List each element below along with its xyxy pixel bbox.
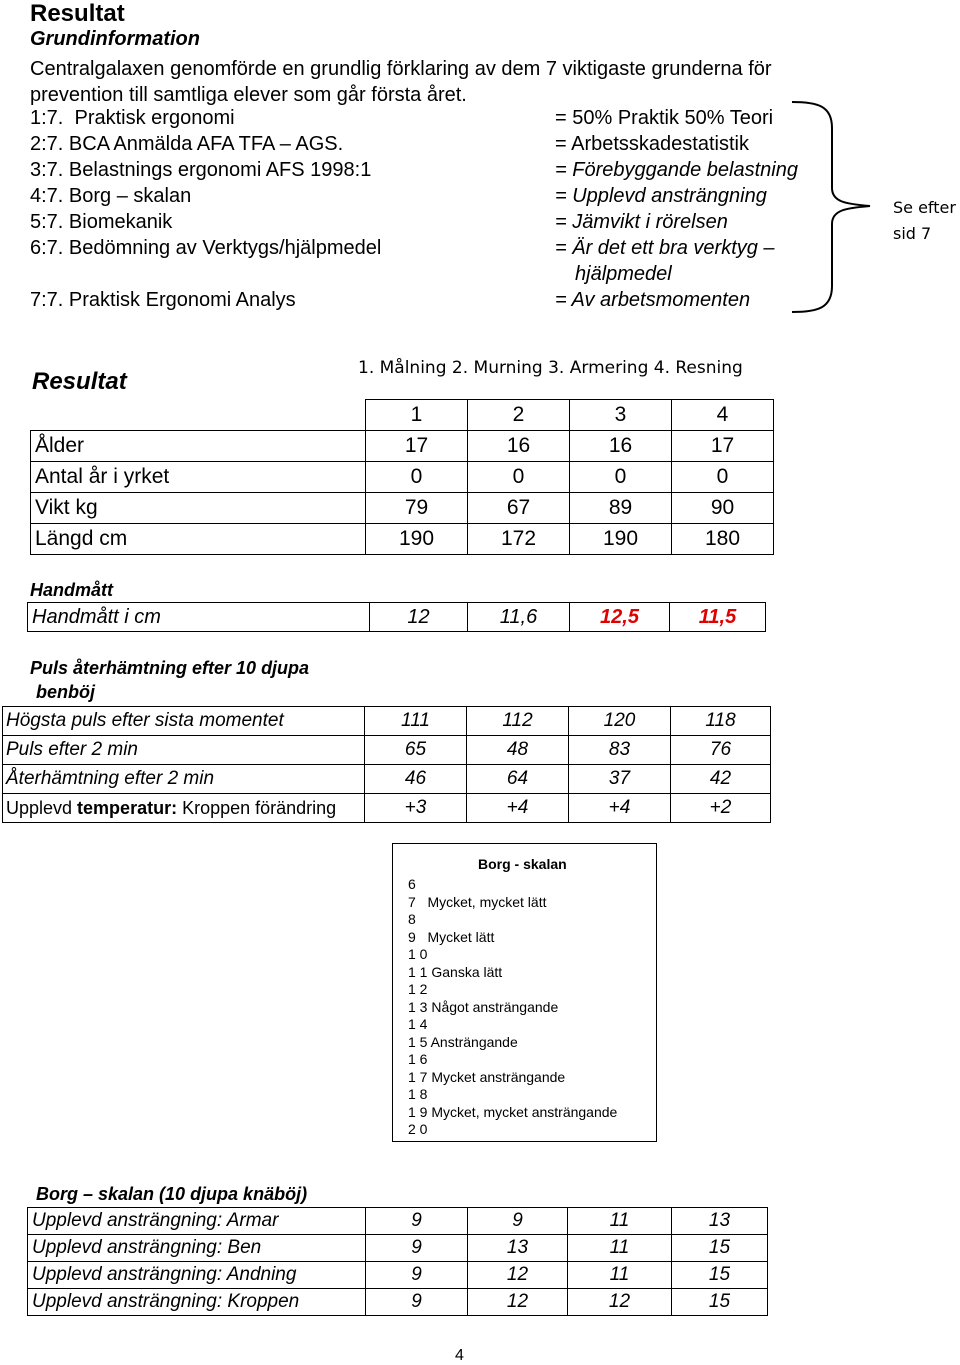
list-item-text: 6:7. Bedömning av Verktygs/hjälpmedel [30, 237, 382, 259]
table-cell: 12 [568, 1289, 672, 1316]
borg-results-table [27, 1207, 768, 1316]
table-cell: 180 [672, 524, 774, 555]
table-cell: 83 [569, 736, 671, 765]
table-row [3, 765, 771, 794]
handmatt-table [27, 602, 766, 632]
list-item-text: 5:7. Biomekanik [30, 211, 173, 233]
borg-scale-line: 1 7 Mycket ansträngande [408, 1068, 566, 1085]
table-cell: 13 [468, 1235, 568, 1262]
list-item-text: 1:7. Praktisk ergonomi [30, 107, 235, 129]
list-item-text: 2:7. BCA Anmälda AFA TFA – AGS. [30, 133, 344, 155]
borg-scale-line: 1 9 Mycket, mycket ansträngande [408, 1103, 618, 1120]
table-cell: 13 [672, 1208, 768, 1235]
borg-scale-line: 2 0 [408, 1121, 428, 1137]
table-cell: 42 [671, 765, 771, 794]
borg-scale-line: 1 5 Ansträngande [408, 1033, 518, 1050]
table-header-row [31, 400, 774, 431]
puls-title: Puls återhämtning efter 10 djupa [30, 658, 310, 678]
row-label: Ålder [31, 431, 366, 462]
table-cell: 9 [366, 1289, 468, 1316]
curly-brace [790, 98, 880, 318]
borg-scale-line: 1 1 Ganska lätt [408, 963, 503, 980]
table-row [3, 707, 771, 736]
table-cell: 0 [672, 462, 774, 493]
row-label: Puls efter 2 min [3, 736, 365, 765]
list-item-text: 7:7. Praktisk Ergonomi Analys [30, 289, 296, 311]
table-cell: 11 [568, 1208, 672, 1235]
table-cell: +2 [671, 794, 771, 823]
intro-text [30, 56, 910, 108]
resultat-table [30, 399, 774, 555]
borg-scale-line: 1 6 [408, 1051, 428, 1067]
table-cell: 15 [672, 1289, 768, 1316]
table-row [31, 524, 774, 555]
list-item-desc: = Är det ett bra verktyg – [555, 237, 775, 259]
table-cell: 9 [366, 1262, 468, 1289]
table-cell: 112 [467, 707, 569, 736]
table-cell: 11,6 [468, 603, 570, 632]
table-cell: 12,5 [570, 603, 670, 632]
borg-scale-line: 1 8 [408, 1086, 428, 1102]
table-cell: 89 [570, 493, 672, 524]
temp-label-post: Kroppen förändring [177, 797, 337, 818]
resultat-title: Resultat [32, 368, 127, 395]
table-cell: 11 [568, 1262, 672, 1289]
table-cell: 190 [570, 524, 672, 555]
borg-results-title: Borg – skalan (10 djupa knäböj) [36, 1184, 308, 1204]
table-cell: 0 [468, 462, 570, 493]
row-label: Högsta puls efter sista momentet [3, 707, 365, 736]
table-row [28, 1235, 768, 1262]
table-cell: 76 [671, 736, 771, 765]
list-item-desc: = Upplevd ansträngning [555, 185, 767, 207]
list-item-desc: = 50% Praktik 50% Teori [555, 107, 774, 129]
list-item-desc: = Av arbetsmomenten [555, 289, 751, 311]
table-cell: 46 [365, 765, 467, 794]
table-row [3, 794, 771, 823]
table-row [3, 736, 771, 765]
table-cell: 0 [366, 462, 468, 493]
table-cell: +4 [569, 794, 671, 823]
table-row [28, 1289, 768, 1316]
table-cell: 37 [569, 765, 671, 794]
table-cell: +4 [467, 794, 569, 823]
intro-line-1: Centralgalaxen genomförde en grundlig förklaring av dem 7 viktigaste grunderna för [30, 58, 772, 80]
see-note-line-2: sid 7 [893, 224, 932, 243]
row-label: Upplevd ansträngning: Kroppen [28, 1289, 366, 1316]
list-item-text: 4:7. Borg – skalan [30, 185, 192, 207]
list-item-desc: = Jämvikt i rörelsen [555, 211, 728, 233]
borg-scale-line: 8 [408, 911, 416, 927]
intro-line-2: prevention till samtliga elever som går första året. [30, 84, 467, 106]
table-header: 3 [570, 400, 672, 431]
table-cell: 79 [366, 493, 468, 524]
table-cell: 190 [366, 524, 468, 555]
table-cell: 15 [672, 1235, 768, 1262]
table-cell: 172 [468, 524, 570, 555]
table-cell: 11 [568, 1235, 672, 1262]
puls-title-cont: benböj [36, 682, 95, 702]
table-cell: 17 [672, 431, 774, 462]
table-cell: 12 [468, 1289, 568, 1316]
table-cell: 12 [468, 1262, 568, 1289]
see-note-line-1: Se efter [893, 198, 956, 217]
table-row [31, 462, 774, 493]
row-label: Antal år i yrket [31, 462, 366, 493]
table-cell: 17 [366, 431, 468, 462]
borg-scale-line: 1 3 Något ansträngande [408, 998, 559, 1015]
row-label: Upplevd ansträngning: Armar [28, 1208, 366, 1235]
row-label: Vikt kg [31, 493, 366, 524]
table-row [28, 603, 766, 632]
table-cell: 111 [365, 707, 467, 736]
borg-scale-line: 1 0 [408, 946, 428, 962]
table-cell: 67 [468, 493, 570, 524]
borg-scale-box [392, 843, 657, 1142]
list-item-desc-cont: hjälpmedel [575, 263, 672, 285]
table-cell: 9 [468, 1208, 568, 1235]
borg-scale-line: 9 Mycket lätt [408, 928, 495, 945]
table-cell: 90 [672, 493, 774, 524]
page-number: 4 [455, 1347, 464, 1364]
row-label: Återhämtning efter 2 min [3, 765, 365, 794]
row-label [3, 794, 365, 823]
page-heading: Resultat [30, 0, 125, 27]
table-cell: 65 [365, 736, 467, 765]
borg-scale-line: 1 4 [408, 1016, 428, 1032]
table-cell: 12 [370, 603, 468, 632]
table-cell: 16 [570, 431, 672, 462]
table-row [28, 1262, 768, 1289]
row-label: Handmått i cm [28, 603, 370, 632]
table-cell [31, 400, 366, 431]
row-label: Upplevd ansträngning: Ben [28, 1235, 366, 1262]
temp-label-bold: temperatur: [77, 797, 178, 818]
borg-scale-line: 1 2 [408, 981, 428, 997]
borg-scale-line: 6 [408, 876, 416, 892]
table-row [31, 493, 774, 524]
table-row [31, 431, 774, 462]
table-cell: 48 [467, 736, 569, 765]
table-cell: 9 [366, 1208, 468, 1235]
table-cell: 64 [467, 765, 569, 794]
table-cell: 15 [672, 1262, 768, 1289]
table-row [28, 1208, 768, 1235]
temp-label-pre: Upplevd [6, 797, 78, 818]
row-label: Upplevd ansträngning: Andning [28, 1262, 366, 1289]
borg-scale-line: 7 Mycket, mycket lätt [408, 893, 547, 910]
section-title-grundinformation: Grundinformation [30, 28, 200, 50]
table-cell: 118 [671, 707, 771, 736]
table-cell: 120 [569, 707, 671, 736]
list-item-text: 3:7. Belastnings ergonomi AFS 1998:1 [30, 159, 372, 181]
table-cell: 9 [366, 1235, 468, 1262]
see-note [893, 195, 956, 247]
puls-table [2, 706, 771, 823]
table-cell: 11,5 [670, 603, 766, 632]
table-header: 1 [366, 400, 468, 431]
columns-legend: 1. Målning 2. Murning 3. Armering 4. Resning [358, 358, 743, 378]
table-cell: +3 [365, 794, 467, 823]
handmatt-title: Handmått [30, 580, 114, 600]
borg-scale-list [408, 876, 617, 1139]
list-item-desc: = Arbetsskadestatistik [555, 133, 749, 155]
table-header: 2 [468, 400, 570, 431]
row-label: Längd cm [31, 524, 366, 555]
table-cell: 0 [570, 462, 672, 493]
borg-scale-title: Borg - skalan [478, 856, 567, 872]
table-header: 4 [672, 400, 774, 431]
table-cell: 16 [468, 431, 570, 462]
list-item-desc: = Förebyggande belastning [555, 159, 798, 181]
